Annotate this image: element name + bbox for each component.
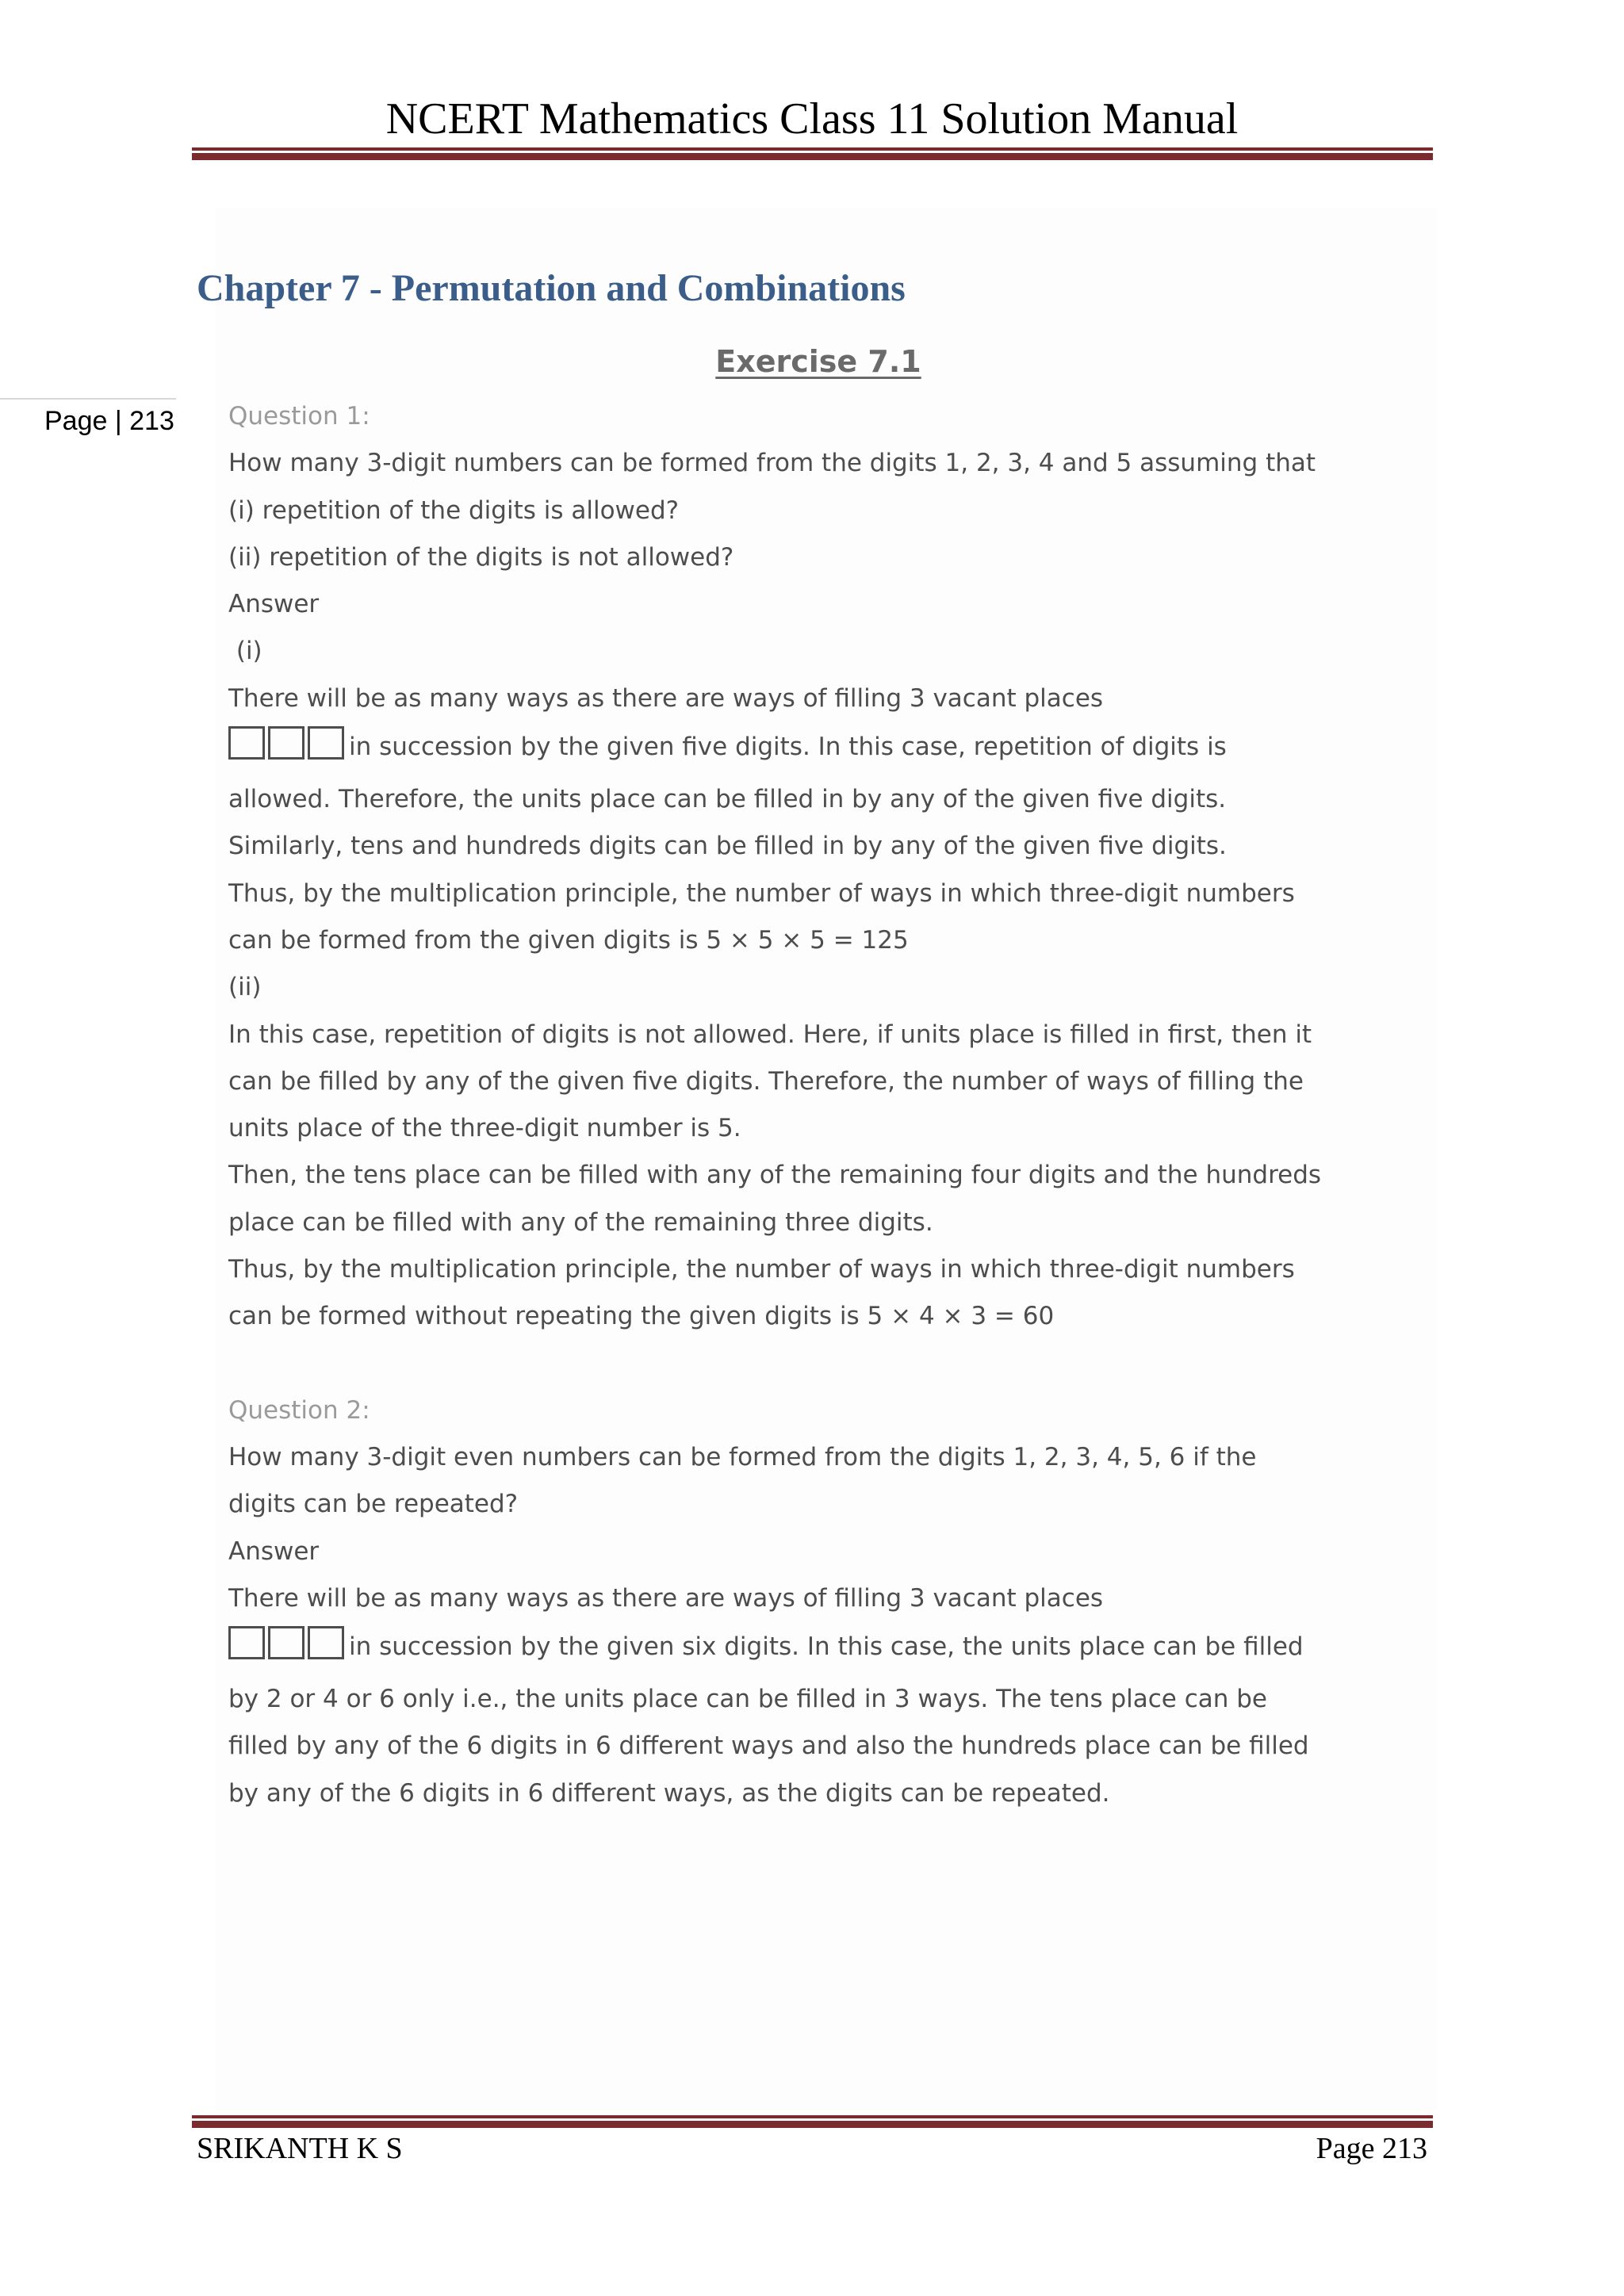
footer-rule [192, 2115, 1433, 2128]
margin-page-number: Page | 213 [44, 406, 174, 436]
vacant-places-text: in succession by the given six digits. In this case, the units place can be filled [349, 1632, 1304, 1662]
vacant-place-box [268, 726, 304, 760]
text-line: allowed. Therefore, the units place can be filled in by any of the given five digits. [228, 785, 1227, 814]
footer-page-number: Page 213 [1316, 2132, 1427, 2165]
question-1-heading: Question 1: [228, 402, 370, 430]
text-line: digits can be repeated? [228, 1490, 519, 1519]
text-line: place can be filled with any of the remaining three digits. [228, 1207, 933, 1237]
text-line: Then, the tens place can be filled with any of the remaining four digits and the hundreds [228, 1161, 1322, 1190]
part-label: (i) [228, 637, 262, 666]
text-line: can be formed from the given digits is 5 × 5 × 5 = 125 [228, 925, 909, 955]
question-2-heading: Question 2: [228, 1395, 370, 1425]
vacant-place-boxes [228, 726, 347, 776]
vacant-places-line [228, 722, 1418, 776]
text-line: How many 3-digit numbers can be formed from the digits 1, 2, 3, 4 and 5 assuming that [228, 449, 1316, 478]
text-line: In this case, repetition of digits is not allowed. Here, if units place is filled in first, then it [228, 1020, 1312, 1049]
text-line: by 2 or 4 or 6 only i.e., the units place can be filled in 3 ways. The tens place can be [228, 1685, 1268, 1714]
text-line: can be filled by any of the given five digits. Therefore, the number of ways of filling the [228, 1066, 1304, 1096]
spacer [228, 1341, 1418, 1387]
text-line: Thus, by the multiplication principle, the number of ways in which three-digit numbers [228, 1255, 1295, 1284]
text-line: How many 3-digit even numbers can be formed from the digits 1, 2, 3, 4, 5, 6 if the [228, 1442, 1257, 1471]
vacant-place-box [268, 1626, 304, 1659]
text-line: (i) repetition of the digits is allowed? [228, 496, 680, 525]
footer-author: SRIKANTH K S [197, 2132, 403, 2165]
vacant-places-text: in succession by the given five digits. In this case, repetition of digits is [349, 733, 1227, 762]
text-line: There will be as many ways as there are ways of filling 3 vacant places [228, 683, 1104, 713]
vacant-place-box [228, 1626, 265, 1659]
exercise-title: Exercise 7.1 [715, 344, 921, 379]
vacant-place-box [308, 1626, 344, 1659]
vacant-place-boxes [228, 1626, 347, 1676]
vacant-place-box [228, 726, 265, 760]
header-rule [192, 147, 1433, 160]
running-header-title: NCERT Mathematics Class 11 Solution Manual [385, 94, 1239, 144]
text-line: Thus, by the multiplication principle, the number of ways in which three-digit numbers [228, 878, 1295, 908]
chapter-title: Chapter 7 - Permutation and Combinations [197, 267, 906, 309]
text-line: by any of the 6 digits in 6 different ways, as the digits can be repeated. [228, 1778, 1110, 1808]
vacant-places-line [228, 1622, 1418, 1676]
answer-label: Answer [228, 1536, 320, 1566]
text-line: There will be as many ways as there are ways of filling 3 vacant places [228, 1583, 1104, 1613]
text-line: units place of the three-digit number is 5. [228, 1114, 741, 1143]
vacant-place-box [308, 726, 344, 760]
margin-divider [0, 398, 176, 400]
part-label: (ii) [228, 973, 262, 1002]
text-line: Similarly, tens and hundreds digits can be filled in by any of the given five digits. [228, 832, 1227, 861]
text-line: can be formed without repeating the given digits is 5 × 4 × 3 = 60 [228, 1302, 1055, 1331]
text-line: (ii) repetition of the digits is not allowed? [228, 542, 734, 572]
solution-content [228, 393, 1418, 1817]
text-line: filled by any of the 6 digits in 6 different ways and also the hundreds place can be filled [228, 1732, 1309, 1761]
answer-label: Answer [228, 590, 320, 619]
